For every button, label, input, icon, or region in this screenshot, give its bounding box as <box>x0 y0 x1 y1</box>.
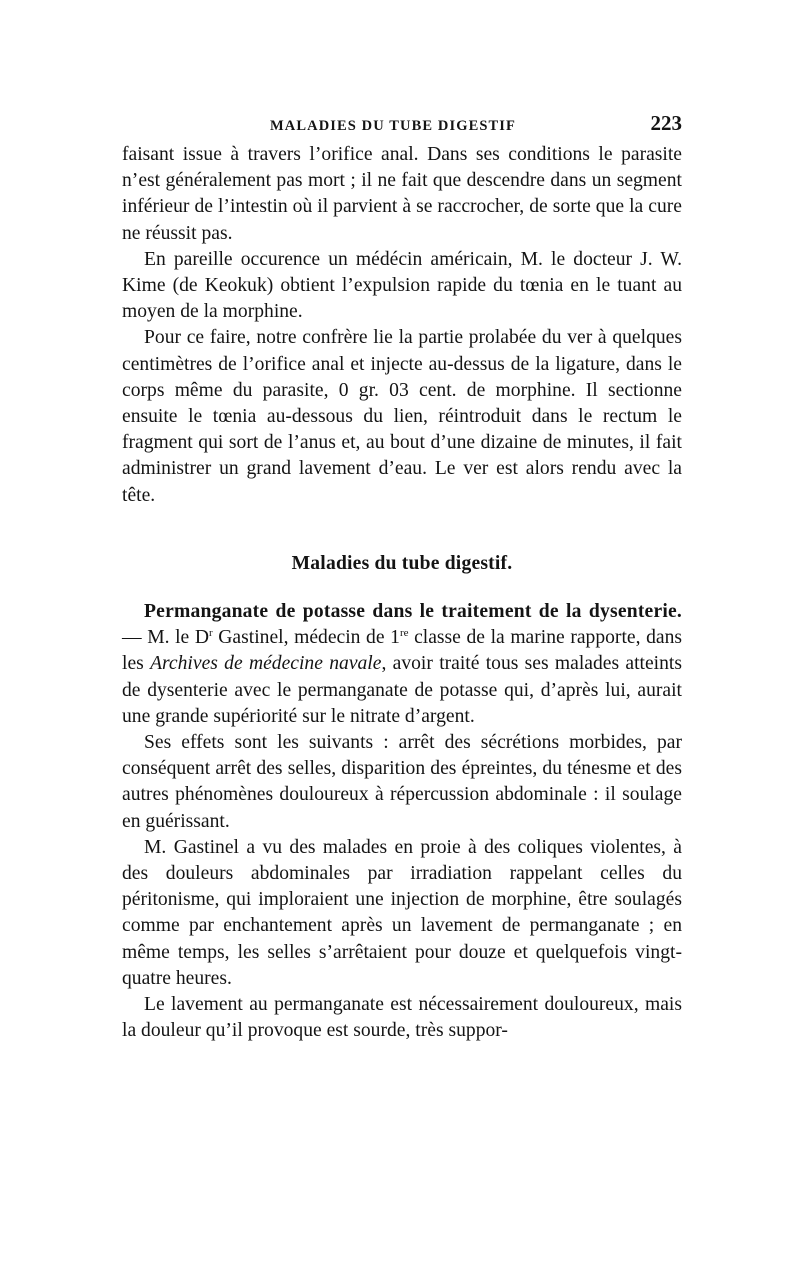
paragraph: En pareille occurence un médécin américain, M. le docteur J. W. Kime (de Keokuk) obtient l’expulsion rapide du tœnia en le tuant au moyen de la morphine. <box>122 248 682 323</box>
article-title: Permanganate de potasse dans le traitement de la dysenterie. <box>144 601 682 623</box>
book-page <box>122 112 682 1045</box>
superscript: re <box>399 627 409 640</box>
journal-title: Archives de médecine navale <box>150 653 382 675</box>
page-number: 223 <box>650 111 682 135</box>
article-text: — M. le D <box>122 627 210 649</box>
running-title: MALADIES DU TUBE DIGESTIF <box>270 118 516 134</box>
body-text <box>122 142 682 1045</box>
paragraph: Ses effets sont les suivants : arrêt des sécrétions morbides, par conséquent arrêt des selles, disparition des épreintes, du ténesme et des autres phénomènes douloureux à répercussion abdominale : il soulage en guérissant. <box>122 732 682 832</box>
paragraph: M. Gastinel a vu des malades en proie à des coliques violentes, à des douleurs abdominales par irradiation rappelant celles du péritonisme, qui imploraient une injection de morphine, être soulagés comme par enchantement après un lavement de permanganate ; en même temps, les selles s’arrêtaient pour douze et quelquefois vingt-quatre heures. <box>122 836 682 989</box>
section-heading: Maladies du tube digestif. <box>291 552 513 574</box>
paragraph-continued: faisant issue à travers l’orifice anal. Dans ses conditions le parasite n’est généralement pas mort ; il ne fait que descendre dans un segment inférieur de l’intestin où il parvient à se raccrocher, de sorte que la cure ne réussit pas. <box>122 144 682 244</box>
article-text: , avoir traité tous ses malades atteints de dysenterie avec le permanganate de potasse qui, d’après lui, aurait une grande supériorité sur le nitrate d’argent. <box>122 653 682 727</box>
article-text: Gastinel, médecin de 1 <box>212 627 400 649</box>
article-paragraph <box>122 599 682 730</box>
article-text: classe de la marine rapporte, dans les <box>122 627 683 675</box>
paragraph: Pour ce faire, notre confrère lie la partie prolabée du ver à quelques centimètres de l’orifice anal et injecte au-dessus de la ligature, dans le corps même du parasite, 0 gr. 03 cent. de morphine. Il sectionne ensuite le tœnia au-dessous du lien, réintroduit dans le rectum le fragment qui sort de l’anus et, au bout d’une dizaine de minutes, il fait administrer un grand lavement d’eau. Le ver est alors rendu avec la tête. <box>122 327 682 506</box>
running-header <box>122 112 682 142</box>
paragraph: Le lavement au permanganate est nécessairement douloureux, mais la douleur qu’il provoque est sourde, très suppor- <box>122 994 682 1042</box>
superscript: r <box>209 627 213 640</box>
